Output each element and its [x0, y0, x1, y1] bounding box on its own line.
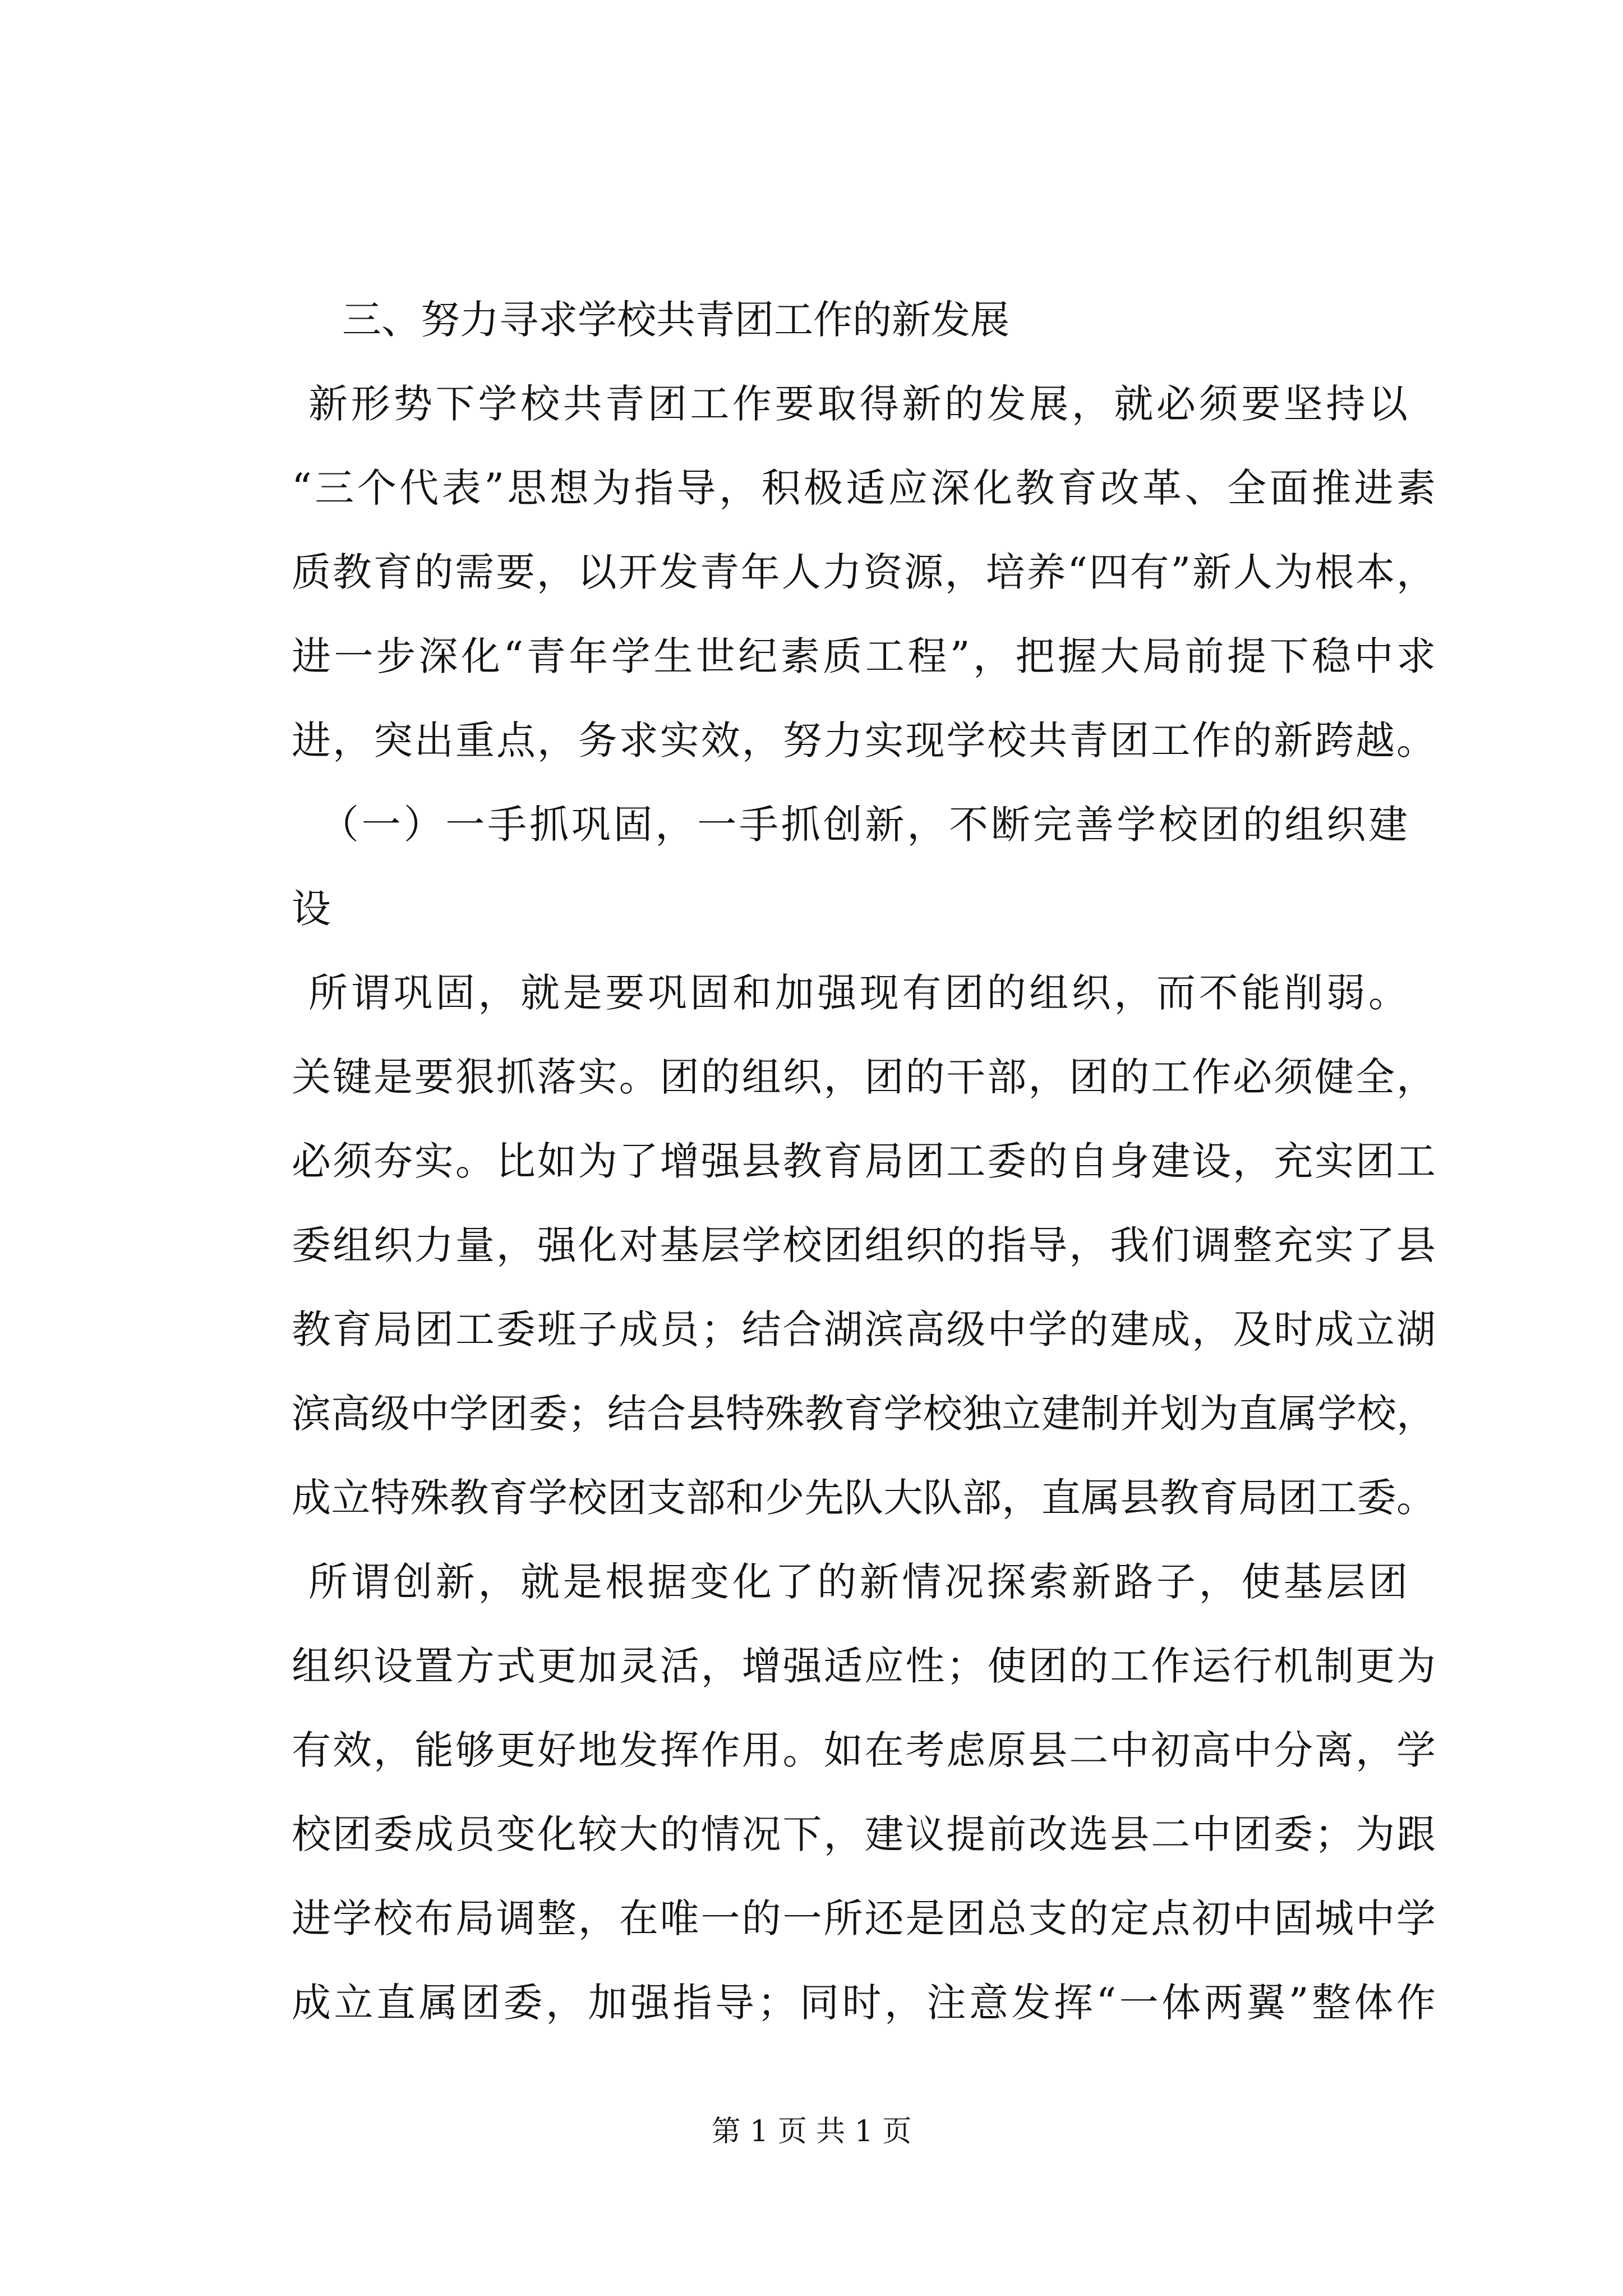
paragraph-line: 成立直属团委，加强指导；同时，注意发挥“一体两翼”整体作: [292, 1980, 1436, 2026]
paragraph-line: 进一步深化“青年学生世纪素质工程”，把握大局前提下稳中求: [292, 633, 1436, 679]
subsection-heading: （一）一手抓巩固，一手抓创新，不断完善学校团的组织建: [320, 802, 1408, 848]
paragraph-line: 有效，能够更好地发挥作用。如在考虑原县二中初高中分离，学: [292, 1727, 1436, 1773]
paragraph-line: 滨高级中学团委；结合县特殊教育学校独立建制并划为直属学校，: [292, 1391, 1436, 1437]
paragraph-line: 进学校布局调整，在唯一的一所还是团总支的定点初中固城中学: [292, 1895, 1436, 1941]
page-footer: 第 1 页 共 1 页: [711, 2115, 912, 2148]
paragraph-line: 质教育的需要，以开发青年人力资源，培养“四有”新人为根本，: [292, 549, 1436, 595]
paragraph-line: 所谓创新，就是根据变化了的新情况探索新路子，使基层团: [308, 1559, 1408, 1605]
paragraph-line: 关键是要狠抓落实。团的组织，团的干部，团的工作必须健全，: [292, 1054, 1436, 1100]
paragraph-line: 组织设置方式更加灵活，增强适应性；使团的工作运行机制更为: [292, 1643, 1436, 1689]
paragraph-line: 所谓巩固，就是要巩固和加强现有团的组织，而不能削弱。: [308, 970, 1408, 1016]
paragraph-line: 必须夯实。比如为了增强县教育局团工委的自身建设，充实团工: [292, 1138, 1436, 1184]
paragraph-line: 委组织力量，强化对基层学校团组织的指导，我们调整充实了县: [292, 1222, 1436, 1268]
paragraph-line: 进，突出重点，务求实效，努力实现学校共青团工作的新跨越。: [292, 717, 1436, 763]
paragraph-line: 新形势下学校共青团工作要取得新的发展，就必须要坚持以: [308, 381, 1408, 427]
paragraph-line: 成立特殊教育学校团支部和少先队大队部，直属县教育局团工委。: [292, 1475, 1436, 1521]
paragraph-line: 教育局团工委班子成员；结合湖滨高级中学的建成，及时成立湖: [292, 1306, 1436, 1352]
subsection-heading-continued: 设: [292, 886, 331, 932]
section-heading: 三、努力寻求学校共青团工作的新发展: [342, 297, 1009, 343]
paragraph-line: “三个代表”思想为指导，积极适应深化教育改革、全面推进素: [292, 465, 1436, 511]
paragraph-line: 校团委成员变化较大的情况下，建议提前改选县二中团委；为跟: [292, 1811, 1436, 1857]
